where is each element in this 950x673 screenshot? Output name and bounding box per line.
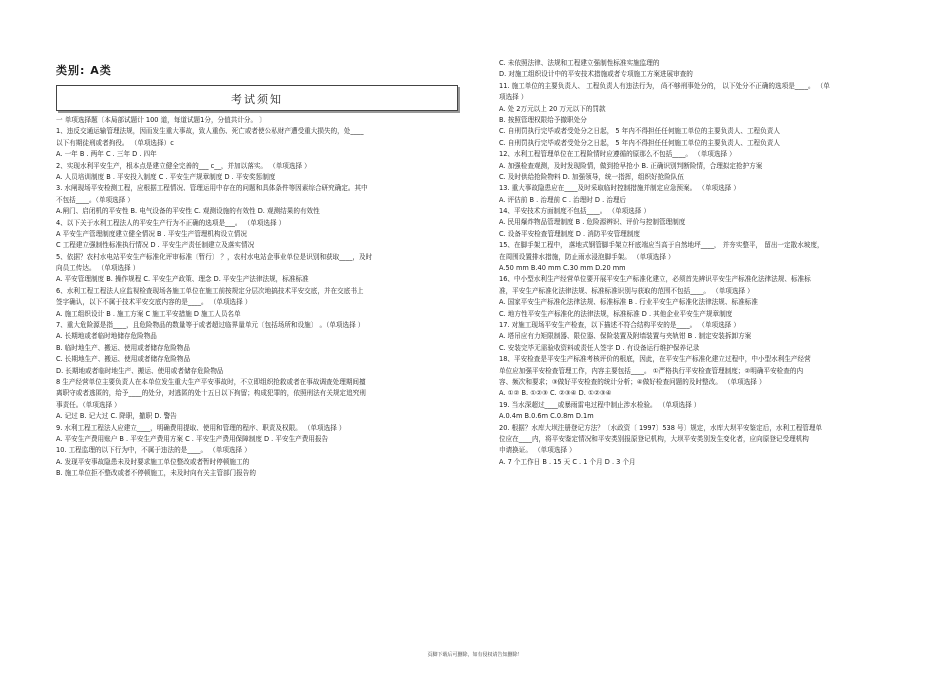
text-line: 不包括____。（单项选择 ） — [56, 195, 134, 204]
text-line: 离职守或者逃匿的，给予____的处分，对逃匿的处十五日以下拘留；构成犯罪的，依照刑法有关规定追究刑 — [56, 389, 366, 398]
text-line: 一 单项选择题〔本局部试题计 100 道，每道试题1分，分值共计分。 〕 — [56, 116, 266, 124]
text-line: A. 国家平安生产标准化法律法规、标准标准 B . 行业平安生产标准化法律法规、标准标准 — [499, 298, 758, 307]
text-line: 位应在____内，将平安鉴定情况和平安类别报原登记机构，大坝平安类别发生变化者，应向原登记受理机构 — [499, 434, 809, 443]
text-line: 容、频次和要求；③做好平安检查的统计分析；④做好检查问题的及时整改。 （单项选择 ） — [499, 377, 766, 386]
text-line: C. 长期地生产、搬运、使用或者储存危险物品 — [56, 355, 191, 364]
text-line: 事责任。（单项选择 ） — [56, 400, 121, 409]
text-line: C. 设备平安检查管理制度 D . 消防平安管理制度 — [499, 229, 640, 238]
text-line: 17. 对施工现场平安生产检查，以下描述不符合结构平安的是____。 （单项选择 ） — [499, 320, 740, 329]
text-line: A. 施工组织设计 B . 施工方案 C 施工平安措施 D 施工人员名单 — [56, 309, 241, 318]
text-line: 签字确认，以下不属于技术平安交底内容的是____。 （单项选择 ） — [56, 298, 252, 307]
text-line: 10. 工程监理的以下行为中，不属于违法的是____。 （单项选择 ） — [56, 446, 251, 455]
category-label: 类别: A类 — [56, 64, 112, 77]
text-line: A.50 mm B.40 mm C.30 mm D.20 mm — [499, 264, 626, 273]
text-line: A.0.4m B.0.6m C.0.8m D.1m — [499, 412, 594, 421]
text-line: A. 人员培训制度 B . 平安投入制度 C . 平安生产规章制度 D . 平安奖惩制度 — [56, 172, 276, 181]
text-line: 15、在脚手架工程中， 落地式钢管脚手架立杆底端应当高于自然地坪____， 并夯实整平， 留出一定散水坡度， — [499, 241, 824, 250]
text-line: C 工程建立强制性标准执行情况 D . 平安生产责任制建立及落实情况 — [56, 241, 255, 250]
text-line: 8 生产经营单位主要负责人在本单位发生重大生产平安事故时，不立即组织抢救或者在事故调查处理期间擅 — [56, 377, 366, 386]
left-question-lines — [56, 115, 372, 480]
text-line: A. 评估前 B . 治理前 C . 治理时 D . 治理后 — [499, 195, 627, 204]
text-line: 16、中小型水利生产经营单位要开展平安生产标准化建立，必须首先辨识平安生产标准化法律法规、标准标 — [499, 275, 811, 284]
text-line: A. 发现平安事故隐患未及时要求施工单位整改或者暂时停顿施工的 — [56, 457, 250, 466]
text-line: A. 7 个工作日 B . 15 天 C . 1 个月 D . 3 个月 — [499, 457, 636, 466]
text-line: B. 临时地生产、搬运、使用或者储存危险物品 — [56, 343, 190, 352]
text-line: 向员工传达。 （单项选择 ） — [56, 264, 140, 273]
text-line: A.闸门、启闭机的平安性 B. 电气设备的平安性 C. 观测设施的有效性 D. 观测结果的有效性 — [56, 207, 320, 216]
text-line: 在周围设置排水措施，防止雨水浸泡脚手架。 （单项选择 ） — [499, 252, 675, 261]
text-line: 5、依据？农村水电站平安生产标准化评审标准〔暂行〕 ？，农村水电站企事业单位是识别和获取____，及时 — [56, 252, 373, 261]
text-line: 申请换证。 （单项选择 ） — [499, 446, 576, 455]
text-line: A. 塔吊应有力矩限制器、限位器、保险装置及附墙装置与夹轨钳 B . 制定安装拆卸方案 — [499, 332, 752, 341]
text-line: C. 及时供给抢险物料 D. 加强领导，统一指挥，组织好抢险队伍 — [499, 172, 685, 181]
text-line: C. 自刑罚执行完毕或者受处分之日起， 5 年内不得担任任何施工单位的主要负责人、工程负责人 — [499, 138, 780, 147]
text-line: 13. 重大事故隐患应在____及时采取临时控制措施并制定应急预案。 （单项选择 ） — [499, 184, 740, 193]
text-line: 19. 当水深超过____或暴雨雷电过程中制止涉水检验。 （单项选择 ） — [499, 400, 701, 409]
text-line: 以下有期徒刑或者拘役。 （单项选择）c — [56, 138, 174, 147]
text-line: 9. 水利工程工程法人应建立____，明确费用提取、使用和管理的程序、职责及权限。 （单项选择 ） — [56, 423, 346, 432]
text-line: C. 未依照法律、法规和工程建立强制性标准实施监理的 — [499, 59, 660, 67]
text-line: 单位应加强平安检查管理工作，内容主要包括____。 ①严格执行平安检查管理制度；②明确平安检查的内 — [499, 366, 804, 375]
text-line: A. 民用爆炸物品管理制度 B . 危险源辨识、评价与控制管理制度 — [499, 218, 686, 227]
page-footer: 页脚下载后可删除，如有侵权请告知删除！ — [427, 652, 523, 658]
text-line: A. 一年 B . 两年 C . 三年 D . 四年 — [56, 150, 157, 159]
text-line: A. ①② B. ①②③ C. ②③④ D. ①②③④ — [499, 389, 612, 398]
text-line: 11. 施工单位的主要负责人、 工程负责人有违法行为， 尚不够刑事处分的， 以下处分不正确的选项是____。 （单 — [499, 81, 830, 90]
text-line: 18、平安检查是平安生产标准考核评价的根底，因此，在平安生产标准化建立过程中，中小型水利生产经营 — [499, 355, 811, 364]
text-line: 2、实现水利平安生产，根本点是建立健全完善的___ c__，并加以落实。 （单项选择 ） — [56, 161, 311, 170]
text-line: 12、水利工程管理单位在工程险情时应遵循的原那么不包括____。 （单项选择 ） — [499, 150, 736, 159]
text-line: B. 施工单位拒不整改或者不停顿施工，未及时向有关主管部门报告的 — [56, 469, 256, 478]
text-line: A. 加强检查观测，及时发现险情，做到抢早抢小 B. 正确识别判断险情，合理拟定抢护方案 — [499, 161, 763, 170]
notice-box — [56, 85, 458, 111]
text-line: 准，平安生产标准化法律法规、标准标准识别与获取的范围不包括____。 （单项选择 ） — [499, 286, 754, 295]
text-line: A. 记过 B. 记大过 C. 降职，撤职 D. 警告 — [56, 412, 177, 421]
text-line: C. 安装完毕无需验收资料或责任人签字 D . 有设备运行维护保养记录 — [499, 343, 700, 352]
text-line: 20. 根据？水库大坝注册登记方法？〔水政资〔 1997〕538 号〕规定，水库大坝平安鉴定后，水利工程管理单 — [499, 423, 823, 432]
text-line: 14、平安技术方面制度不包括____。 （单项选择 ） — [499, 207, 651, 216]
text-line: 4、以下关于水利工程法人的平安生产行为不正确的选项是___。 （单项选择 ） — [56, 218, 286, 227]
text-line: 1、违反交通运输管理法规，因而发生重大事故，致人重伤、死亡或者使公私财产遭受重大损失的，处____ — [56, 127, 364, 136]
text-line: A. 平安管理制度 B. 操作规程 C. 平安生产政策、理念 D. 平安生产法律法规，标准标准 — [56, 275, 309, 284]
text-line: 项选择 ） — [499, 93, 528, 102]
text-line: A. 处 2万元以上 20 万元以下的罚款 — [499, 104, 606, 113]
text-line: D. 长期地或者临时地生产、搬运、使用或者储存危险物品 — [56, 366, 224, 375]
text-line: 7、重大危险源是指____，且危险物品的数量等于或者超过临界量单元〔包括场所和设施〕 。（单项选择 ） — [56, 321, 365, 330]
text-line: 6、水利工程工程法人应监视检查现场各施工单位在施工前按规定分层次地搞技术平安交底，并在交底书上 — [56, 286, 364, 295]
text-line: C. 地方性平安生产标准化的法律法规，标准标准 D . 其他企业平安生产规章制度 — [499, 309, 733, 318]
text-line: D. 对施工组织设计中的平安技术措施或者专项施工方案进展审查的 — [499, 70, 693, 79]
text-line: A. 平安生产费用账户 B . 平安生产费用方案 C . 平安生产费用保障制度 D . 平安生产费用报告 — [56, 434, 329, 443]
notice-title: 考试须知 — [231, 93, 283, 106]
text-line: A 平安生产管理制度建立健全情况 B . 平安生产管理机构设立情况 — [56, 229, 247, 238]
text-line: C. 自刑罚执行完毕或者受处分之日起， 5 年内不得担任任何施工单位的主要负责人、工程负责人 — [499, 127, 780, 136]
right-question-lines — [499, 58, 830, 468]
text-line: 3. 水闸现场平安检测工程，应根据工程情况、管理运用中存在的问题和具体条件等因素综合研究确定。其中 — [56, 184, 368, 193]
text-line: A. 长期地或者临时地储存危险物品 — [56, 332, 157, 341]
text-line: B. 按照管理权限给予撤职处分 — [499, 115, 587, 124]
